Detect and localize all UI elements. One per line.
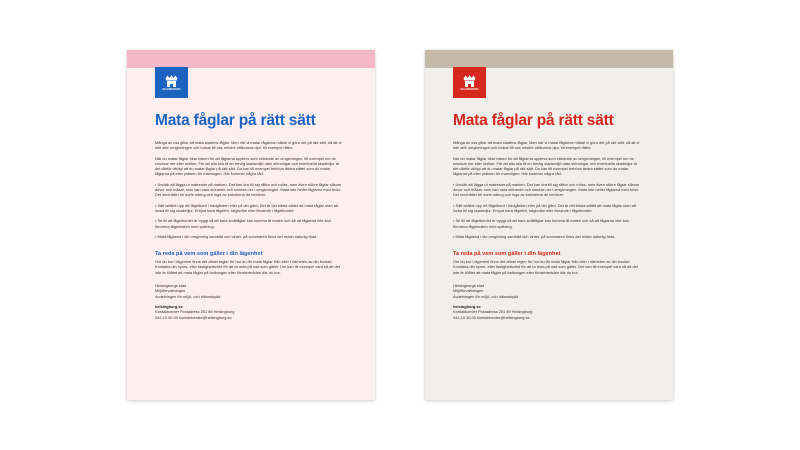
subheading: Ta reda på vem som gäller i din lägenhet xyxy=(453,251,561,258)
org-line: Miljöförvaltningen xyxy=(453,288,484,294)
advice-paragraph: När du matar fåglar ökar risken för att fåglarna upplevs som störande av omgivningen, till exempel om de smutsar ner eller skriker. För att alla ska få en trevlig stadsmiljö utan störningar och eventuella skadedjur är det därför viktigt att du matar fåglar på rätt sätt. Du kan till exempel behöva ändra sättet som du matar fåglarna på eller platsen för matningen. Här kommer några råd: xyxy=(453,155,638,177)
org-line: Miljöförvaltningen xyxy=(155,288,186,294)
organization-block xyxy=(453,283,643,299)
subheading: Ta reda på vem som gäller i din lägenhet xyxy=(155,251,263,258)
bullet-item: • Undvik att lägga ut matrester på marken. Det kan dra till sig råttor och möss, men även större fåglar såsom duvor och måsar, som kan vara störande och smutsa ner i omgivningen. Mata inte heller fåglarna med bröd. Det innehåller fel sorts näring och inga av kalorierna de behöver. xyxy=(453,181,640,198)
bullet-item: • Se till att fågelbordet är byggt så att bara småfåglar kan komma åt maten och så att fåglarna inte kan förorena fågelmaten med spillning. xyxy=(453,218,629,229)
bullet-item: • Undvik att lägga ut matrester på marken. Det kan dra till sig råttor och möss, men även större fåglar såsom duvor och måsar, som kan vara störande och smutsa ner i omgivningen. Mata inte heller fåglarna med bröd. Det innehåller fel sorts näring och inga av kalorierna de behöver. xyxy=(155,181,342,198)
bullet-item: • Sätt istället upp ett fågelbord i trädgården eller på din gård. Det är det bästa sättet att mata fåglar utan att locka till sig skadedjur. Erbjud bara fågelfrö, talgbollar eller liknande i fågelbordet. xyxy=(155,202,339,213)
org-line: Avdelningen för miljö- och hälsoskydd xyxy=(453,293,519,299)
flyer-content xyxy=(453,112,643,325)
organization-block xyxy=(155,283,345,299)
bullet-item: • Mata fåglarna i din omgivning sambåd och vinter, på sommaren finns det redan naturlig föda. xyxy=(453,233,616,239)
bullet-item: • Se till att fågelbordet är byggt så att bara småfåglar kan komma åt maten och så att fåglarna inte kan förorena fågelmaten med spillning. xyxy=(155,218,331,229)
contact-block xyxy=(453,304,643,320)
logo-text: HELSINGBORG xyxy=(162,89,181,91)
crown-castle-icon xyxy=(164,74,179,88)
apartment-paragraph: Om du bor i lägenhet finns det oftast regler för hur du får mata fåglar från eller i närheten av din bostad. Kontakta din hyres- eller fastighetsvärd för att ta reda på vad som gäller. Det kan till exempel vara så att det inte är tillåtet att mata fåglar på balkongen eller fönsterbrädan där du bor. xyxy=(155,259,340,275)
contact-block xyxy=(155,304,345,320)
contact-line: 042-10 50 00 kontaktcenter@helsingborg.se xyxy=(453,314,530,320)
top-color-band xyxy=(127,50,375,68)
flyer-content xyxy=(155,112,345,325)
intro-paragraph: Många av oss gillar att mata stadens fåglar. Men när vi matar fåglarna måste vi göra det på rätt sätt, så att vi inte stör omgivningen och lockar till oss mindre välkomna djur, till exempel råttor. xyxy=(155,140,342,151)
flyer-beige xyxy=(425,50,673,400)
website: helsingborg.se xyxy=(453,303,481,309)
logo-text: HELSINGBORG xyxy=(460,89,479,91)
city-logo xyxy=(453,67,486,98)
flyer-pink xyxy=(127,50,375,400)
org-line: Helsingborgs stad xyxy=(453,283,485,289)
bullet-item: • Mata fåglarna i din omgivning sambåd och vinter, på sommaren finns det redan naturlig föda. xyxy=(155,233,318,239)
crown-castle-icon xyxy=(462,74,477,88)
flyer-title: Mata fåglar på rätt sätt xyxy=(155,112,316,129)
org-line: Avdelningen för miljö- och hälsoskydd xyxy=(155,293,221,299)
city-logo xyxy=(155,67,188,98)
top-color-band xyxy=(425,50,673,68)
contact-line: 042-10 50 00 kontaktcenter@helsingborg.se xyxy=(155,314,232,320)
flyer-title: Mata fåglar på rätt sätt xyxy=(453,112,614,129)
contact-line: Kontaktcenter Postadress 251 89 Helsingborg xyxy=(155,309,235,315)
apartment-paragraph: Om du bor i lägenhet finns det oftast regler för hur du får mata fåglar från eller i närheten av din bostad. Kontakta din hyres- eller fastighetsvärd för att ta reda på vad som gäller. Det kan till exempel vara så att det inte är tillåtet att mata fåglar på balkongen eller fönsterbrädan där du bor. xyxy=(453,259,638,275)
org-line: Helsingborgs stad xyxy=(155,283,187,289)
website: helsingborg.se xyxy=(155,303,183,309)
advice-paragraph: När du matar fåglar ökar risken för att fåglarna upplevs som störande av omgivningen, till exempel om de smutsar ner eller skriker. För att alla ska få en trevlig stadsmiljö utan störningar och eventuella skadedjur är det därför viktigt att du matar fåglar på rätt sätt. Du kan till exempel behöva ändra sättet som du matar fåglarna på eller platsen för matningen. Här kommer några råd: xyxy=(155,155,340,177)
intro-paragraph: Många av oss gillar att mata stadens fåglar. Men när vi matar fåglarna måste vi göra det på rätt sätt, så att vi inte stör omgivningen och lockar till oss mindre välkomna djur, till exempel råttor. xyxy=(453,140,640,151)
contact-line: Kontaktcenter Postadress 251 89 Helsingborg xyxy=(453,309,533,315)
bullet-item: • Sätt istället upp ett fågelbord i trädgården eller på din gård. Det är det bästa sättet att mata fåglar utan att locka till sig skadedjur. Erbjud bara fågelfrö, talgbollar eller liknande i fågelbordet. xyxy=(453,202,637,213)
